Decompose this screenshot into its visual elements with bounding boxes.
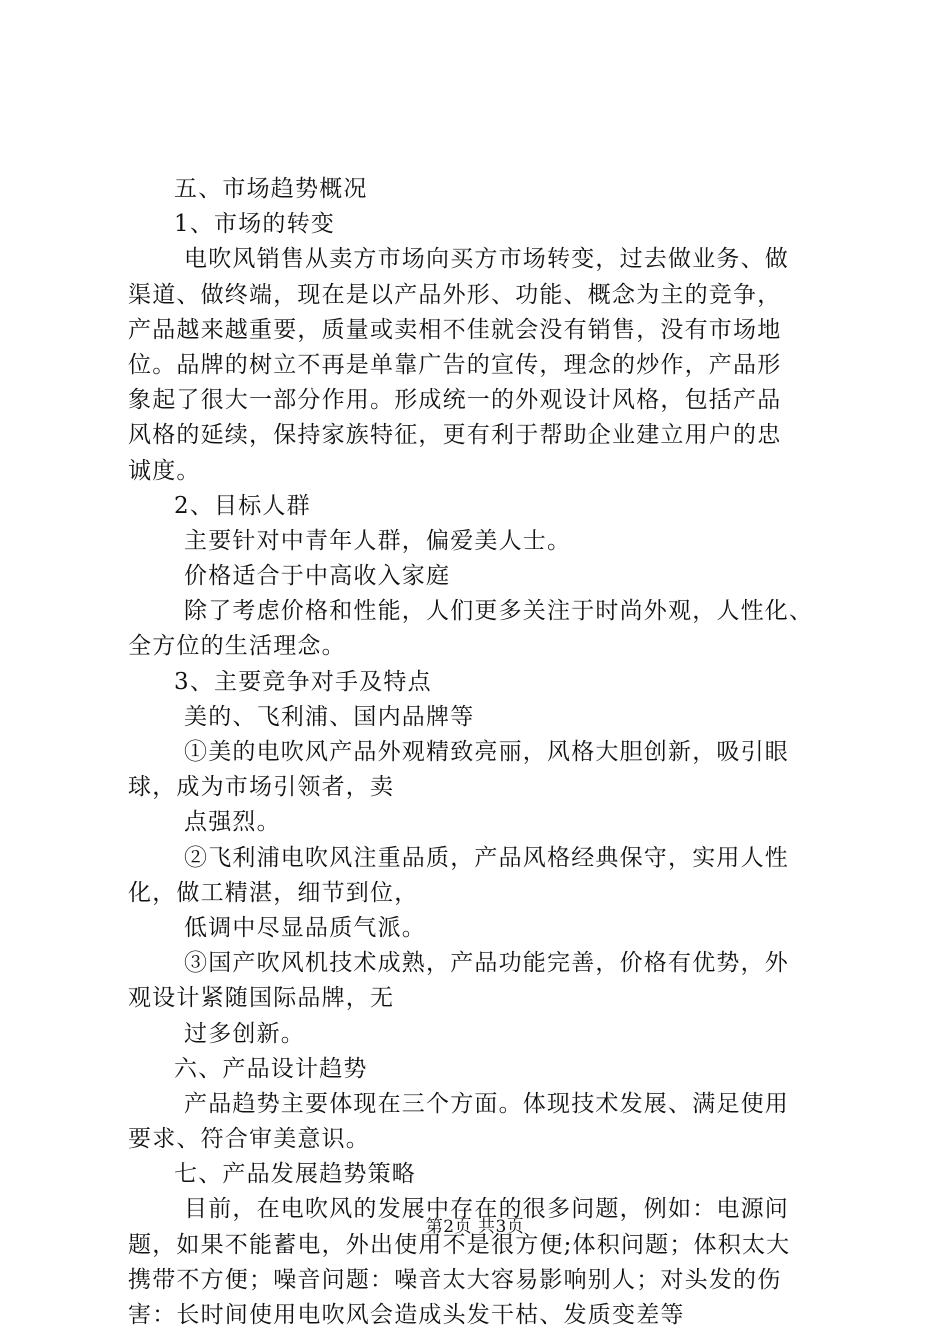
paragraph-line: 位。品牌的树立不再是单靠广告的宣传，理念的炒作，产品形 (128, 351, 782, 378)
paragraph-line: ②飞利浦电吹风注重品质，产品风格经典保守，实用人性 (184, 844, 789, 871)
page-number-footer: 第2页 共3页 (425, 1217, 525, 1237)
paragraph-line: 观设计紧随国际品牌，无 (128, 985, 395, 1012)
paragraph-line: 渠道、做终端，现在是以产品外形、功能、概念为主的竞争， (128, 281, 782, 308)
subsection-heading: 1、市场的转变 (174, 211, 336, 238)
paragraph-line: 产品越来越重要，质量或卖相不佳就会没有销售，没有市场地 (128, 316, 782, 343)
paragraph-line: 除了考虑价格和性能，人们更多关注于时尚外观，人性化、 (184, 598, 814, 625)
paragraph-line: 价格适合于中高收入家庭 (184, 563, 451, 590)
paragraph-line: 电吹风销售从卖方市场向买方市场转变，过去做业务、做 (184, 246, 789, 273)
paragraph-line: 风格的延续，保持家族特征，更有利于帮助企业建立用户的忠 (128, 422, 782, 449)
document-body (128, 172, 848, 1333)
paragraph-line: 全方位的生活理念。 (128, 633, 346, 660)
paragraph-line: 目前，在电吹风的发展中存在的很多问题，例如：电源问 (184, 1196, 789, 1223)
paragraph-line: 低调中尽显品质气派。 (184, 914, 426, 941)
paragraph-line: 化，做工精湛，细节到位， (128, 879, 419, 906)
paragraph-line: 美的、飞利浦、国内品牌等 (184, 703, 475, 730)
paragraph-line: 球，成为市场引领者，卖 (128, 774, 395, 801)
paragraph-line: 题，如果不能蓄电，外出使用不是很方便;体积问题；体积太大 (128, 1231, 791, 1258)
paragraph-line: ③国产吹风机技术成熟，产品功能完善，价格有优势，外 (184, 950, 789, 977)
paragraph-line: 产品趋势主要体现在三个方面。体现技术发展、满足使用 (184, 1090, 789, 1117)
paragraph-line: ①美的电吹风产品外观精致亮丽，风格大胆创新，吸引眼 (184, 739, 789, 765)
subsection-heading: 3、主要竞争对手及特点 (174, 668, 432, 695)
paragraph-line: 害：长时间使用电吹风会造成头发干枯、发质变差等 (128, 1302, 685, 1328)
paragraph-line: 象起了很大一部分作用。形成统一的外观设计风格，包括产品 (128, 387, 782, 414)
paragraph-line: 点强烈。 (184, 809, 281, 836)
subsection-heading: 2、目标人群 (174, 492, 311, 519)
section-heading: 五、市场趋势概况 (174, 176, 368, 202)
section-heading: 六、产品设计趋势 (174, 1055, 368, 1082)
paragraph-line: 过多创新。 (184, 1020, 305, 1047)
paragraph-line: 主要针对中青年人群，偏爱美人士。 (184, 527, 572, 554)
section-heading: 七、产品发展趋势策略 (174, 1161, 416, 1188)
paragraph-line: 携带不方便；噪音问题：噪音太大容易影响别人；对头发的伤 (128, 1266, 782, 1293)
paragraph-line: 诚度。 (128, 457, 201, 484)
paragraph-line: 要求、符合审美意识。 (128, 1126, 370, 1153)
